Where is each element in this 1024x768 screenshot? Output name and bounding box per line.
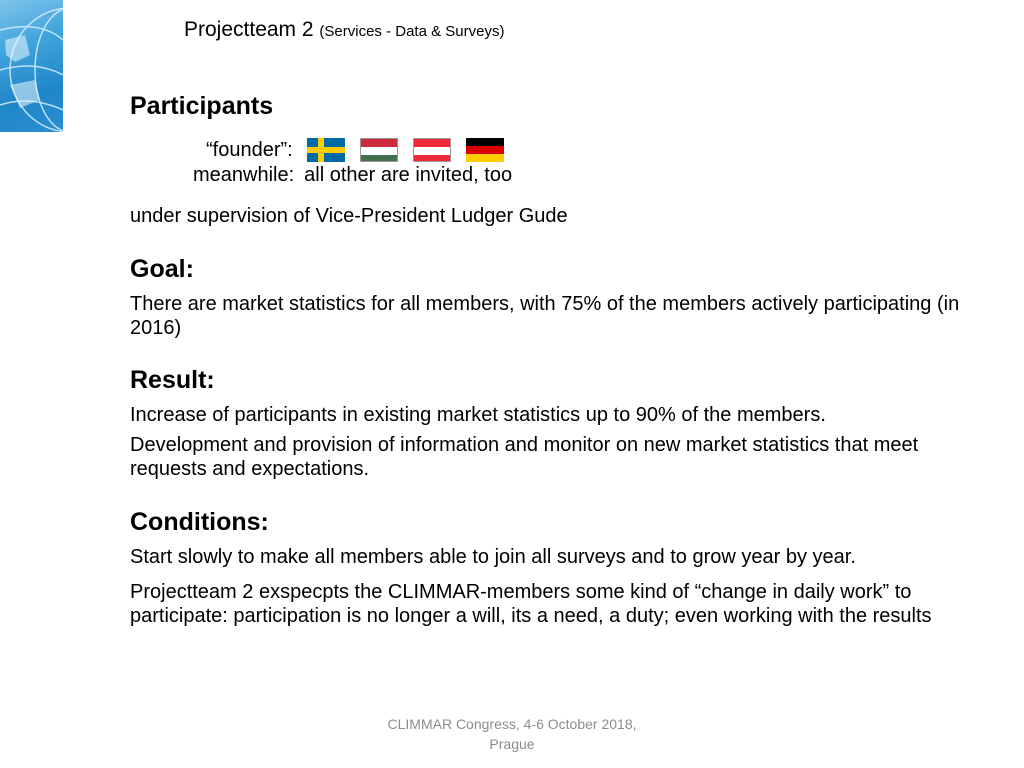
footer [362,714,662,754]
meanwhile-text: all other are invited, too [304,164,513,186]
globe-icon [0,0,63,132]
flag-germany-icon [466,138,504,162]
flag-hungary-icon [360,138,398,162]
title-main: Projectteam 2 [184,18,314,41]
meanwhile-line [193,164,512,187]
footer-line-2: Prague [489,736,535,752]
conditions-item-1: Start slowly to make all members able to join all surveys and to grow year by year. [130,546,856,568]
title-subtitle: (Services - Data & Surveys) [319,23,505,40]
footer-line-1: CLIMMAR Congress, 4-6 October 2018, [387,716,637,732]
conditions-item-2: Projectteam 2 exspecpts the CLIMMAR-members some kind of “change in daily work” to participate: participation is no longer a will, its a need, a duty; even working with the results [130,581,932,627]
founder-label: “founder”: [206,138,293,161]
flag-austria-icon [413,138,451,162]
conditions-heading: Conditions: [130,508,269,536]
participants-heading: Participants [130,92,274,120]
meanwhile-label: meanwhile: [193,164,295,186]
goal-heading: Goal: [130,255,194,283]
goal-text: There are market statistics for all members, with 75% of the members actively participating (in 2016) [130,293,960,339]
supervision-text: under supervision of Vice-President Ludger Gude [130,205,568,227]
result-item-1: Increase of participants in existing market statistics up to 90% of the members. [130,404,826,426]
founder-row [206,138,519,162]
flag-sweden-icon [307,138,345,162]
globe-decoration [0,0,63,132]
result-item-2: Development and provision of information and monitor on new market statistics that meet requests and expectations. [130,434,919,480]
result-heading: Result: [130,366,215,394]
slide-title [184,18,504,42]
